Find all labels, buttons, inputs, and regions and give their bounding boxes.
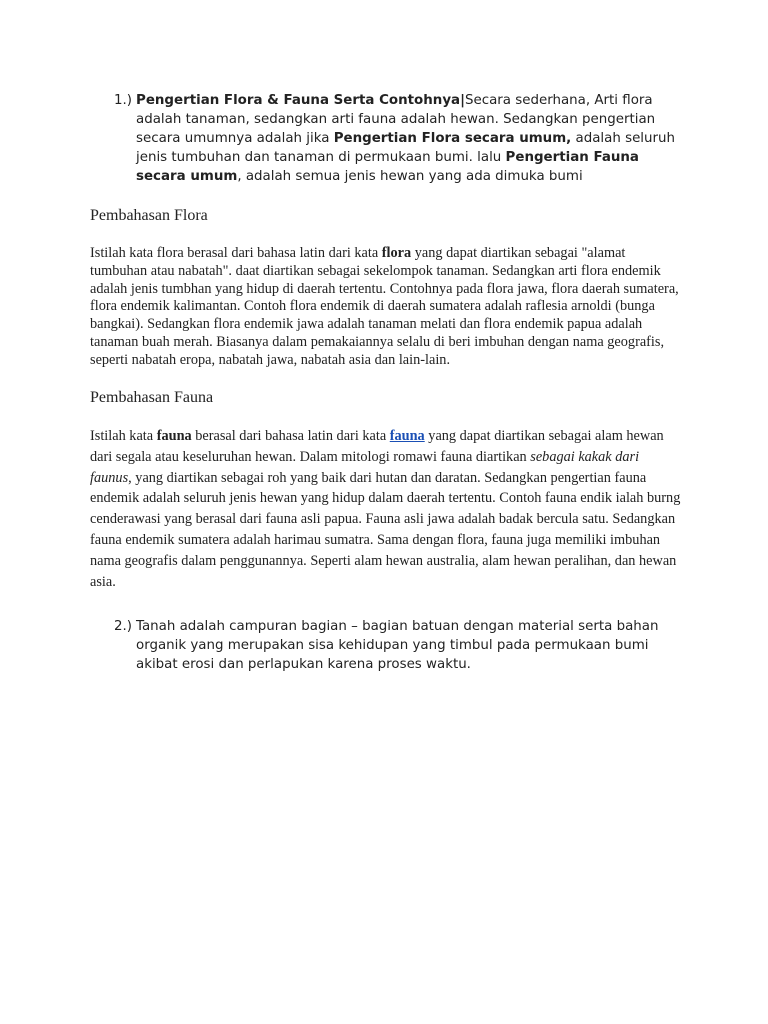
fauna-link[interactable]: fauna	[389, 428, 425, 444]
item-title: Pengertian Flora & Fauna Serta Contohnya|	[136, 93, 465, 108]
text-segment: Secara sederhana, Arti flora adalah tanaman, sedangkan arti fauna adalah hewan. Sedangkan pengertian secara umumnya adalah jika	[136, 93, 656, 146]
list-item-text	[136, 91, 684, 186]
heading-flora: Pembahasan Flora	[90, 207, 208, 224]
bold-fauna-general: Pengertian Fauna secara umum	[136, 150, 639, 184]
text-segment: adalah seluruh jenis tumbuhan dan tanaman di permukaan bumi. lalu	[136, 131, 675, 165]
text-segment: , adalah semua jenis hewan yang ada dimuka bumi	[237, 169, 583, 184]
bold-flora-general: Pengertian Flora secara umum,	[333, 131, 572, 146]
paragraph-flora	[90, 245, 683, 370]
text-segment: Istilah kata flora berasal dari bahasa latin dari kata	[90, 245, 382, 261]
paragraph-fauna	[90, 426, 683, 592]
text-segment: yang dapat diartikan sebagai alam hewan dari segala atau keseluruhan hewan. Dalam mitologi romawi fauna diartikan	[90, 428, 664, 465]
list-number: 1.)	[114, 93, 133, 108]
text-segment: yang dapat diartikan sebagai "alamat tumbuhan atau nabatah". daat diartikan sebagai sekelompok tanaman. Sedangkan arti flora endemik adalah jenis tumbhan yang hidup di daerah tertentu. Contohnya pada flora jawa, flora daerah sumatera, flora endemik kalimantan. Contoh flora endemik di daerah sumatera adalah raflesia arnoldi (bunga bangkai). Sedangkan flora endemik jawa adalah tanaman melati dan flora endemik papua adalah tanaman buah merah. Biasanya dalam pemakaiannya selalu di beri imbuhan dengan nama geografis, seperti nabatah eropa, nabatah jawa, nabatah asia dan lain-lain.	[90, 245, 679, 368]
heading-fauna: Pembahasan Fauna	[90, 389, 214, 406]
italic-phrase: sebagai kakak dari faunus	[90, 448, 640, 486]
list-number: 2.)	[114, 619, 133, 634]
text-segment: Istilah kata	[90, 428, 157, 444]
text-segment: berasal dari bahasa latin dari kata	[191, 428, 390, 444]
bold-word-flora: flora	[381, 245, 412, 261]
list-item-text: Tanah adalah campuran bagian – bagian batuan dengan material serta bahan organik yang merupakan sisa kehidupan yang timbul pada permukaan bumi akibat erosi dan perlapukan karena proses waktu.	[136, 619, 659, 672]
bold-word-fauna: fauna	[156, 428, 192, 444]
text-segment: , yang diartikan sebagai roh yang baik dari hutan dan daratan. Sedangkan pengertian fauna endemik adalah seluruh jenis hewan yang hidup dalam daerah tertentu. Contoh fauna endik ialah burng cenderawasi yang berasal dari fauna asli papua. Fauna asli jawa adalah badak bercula satu. Sedangkan fauna endemik sumatera adalah harimau sumatra. Sama dengan flora, fauna juga memiliki imbuhan nama geografis dalam penggunannya. Seperti alam hewan australia, alam hewan peralihan, dan hewan asia.	[90, 469, 681, 590]
list-item-2	[114, 617, 684, 674]
list-item-1	[114, 91, 684, 186]
